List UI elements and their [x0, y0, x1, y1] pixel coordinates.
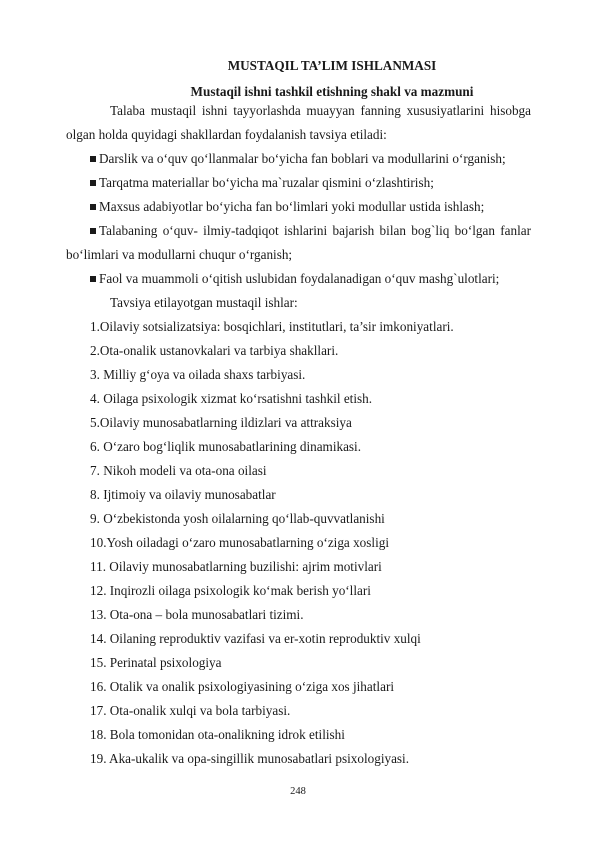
- list-item: 4. Oilaga psixologik xizmat ko‘rsatishni tashkil etish.: [90, 391, 373, 406]
- square-bullet-icon: [90, 276, 96, 282]
- bullet-list: [66, 147, 531, 291]
- intro-paragraph: Talaba mustaqil ishni tayyorlashda muayyan fanning xususiyatlarini hisobga olgan holda quyidagi shakllardan foydalanish tavsiya etiladi:: [66, 103, 531, 142]
- list-item: 18. Bola tomonidan ota-onalikning idrok etilishi: [90, 727, 345, 742]
- list-item: 11. Oilaviy munosabatlarning buzilishi: ajrim motivlari: [90, 559, 382, 574]
- square-bullet-icon: [90, 228, 96, 234]
- list-item: 6. O‘zaro bog‘liqlik munosabatlarining dinamikasi.: [90, 439, 362, 454]
- bullet-item: Talabaning o‘quv- ilmiy-tadqiqot ishlarini bajarish bilan bog`liq bo‘lgan fanlar bo‘limlari va modullarni chuqur o‘rganish;: [66, 223, 531, 262]
- recommended-heading: Tavsiya etilayotgan mustaqil ishlar:: [110, 295, 298, 310]
- list-item: 16. Otalik va onalik psixologiyasining o‘ziga xos jihatlari: [90, 679, 394, 694]
- bullet-item: Tarqatma materiallar bo‘yicha ma`ruzalar qismini o‘zlashtirish;: [66, 171, 531, 195]
- page-subtitle: Mustaqil ishni tashkil etishning shakl va mazmuni: [190, 84, 474, 99]
- square-bullet-icon: [90, 156, 96, 162]
- list-item: 1.Oilaviy sotsializatsiya: bosqichlari, institutlari, ta’sir imkoniyatlari.: [90, 319, 454, 334]
- square-bullet-icon: [90, 204, 96, 210]
- list-item: 3. Milliy g‘oya va oilada shaxs tarbiyasi.: [90, 367, 306, 382]
- square-bullet-icon: [90, 180, 96, 186]
- page-title: MUSTAQIL TA’LIM ISHLANMASI: [227, 58, 437, 73]
- task-list: [90, 315, 454, 771]
- list-item: 19. Aka-ukalik va opa-singillik munosabatlari psixologiyasi.: [90, 751, 410, 766]
- bullet-item: Faol va muammoli o‘qitish uslubidan foydalanadigan o‘quv mashg`ulotlari;: [66, 267, 531, 291]
- list-item: 5.Oilaviy munosabatlarning ildizlari va attraksiya: [90, 415, 352, 430]
- list-item: 2.Ota-onalik ustanovkalari va tarbiya shakllari.: [90, 343, 339, 358]
- bullet-item: Darslik va o‘quv qo‘llanmalar bo‘yicha fan boblari va modullarini o‘rganish;: [66, 147, 531, 171]
- list-item: 12. Inqirozli oilaga psixologik ko‘mak berish yo‘llari: [90, 583, 371, 598]
- page-number: 248: [290, 786, 306, 797]
- list-item: 17. Ota-onalik xulqi va bola tarbiyasi.: [90, 703, 291, 718]
- list-item: 15. Perinatal psixologiya: [90, 655, 222, 670]
- list-item: 7. Nikoh modeli va ota-ona oilasi: [90, 463, 267, 478]
- list-item: 9. O‘zbekistonda yosh oilalarning qo‘llab-quvvatlanishi: [90, 511, 385, 526]
- list-item: 8. Ijtimoiy va oilaviy munosabatlar: [90, 487, 276, 502]
- bullet-item: Maxsus adabiyotlar bo‘yicha fan bo‘limlari yoki modullar ustida ishlash;: [66, 195, 531, 219]
- list-item: 14. Oilaning reproduktiv vazifasi va er-xotin reproduktiv xulqi: [90, 631, 421, 646]
- list-item: 13. Ota-ona – bola munosabatlari tizimi.: [90, 607, 304, 622]
- list-item: 10.Yosh oiladagi o‘zaro munosabatlarning o‘ziga xosligi: [90, 535, 389, 550]
